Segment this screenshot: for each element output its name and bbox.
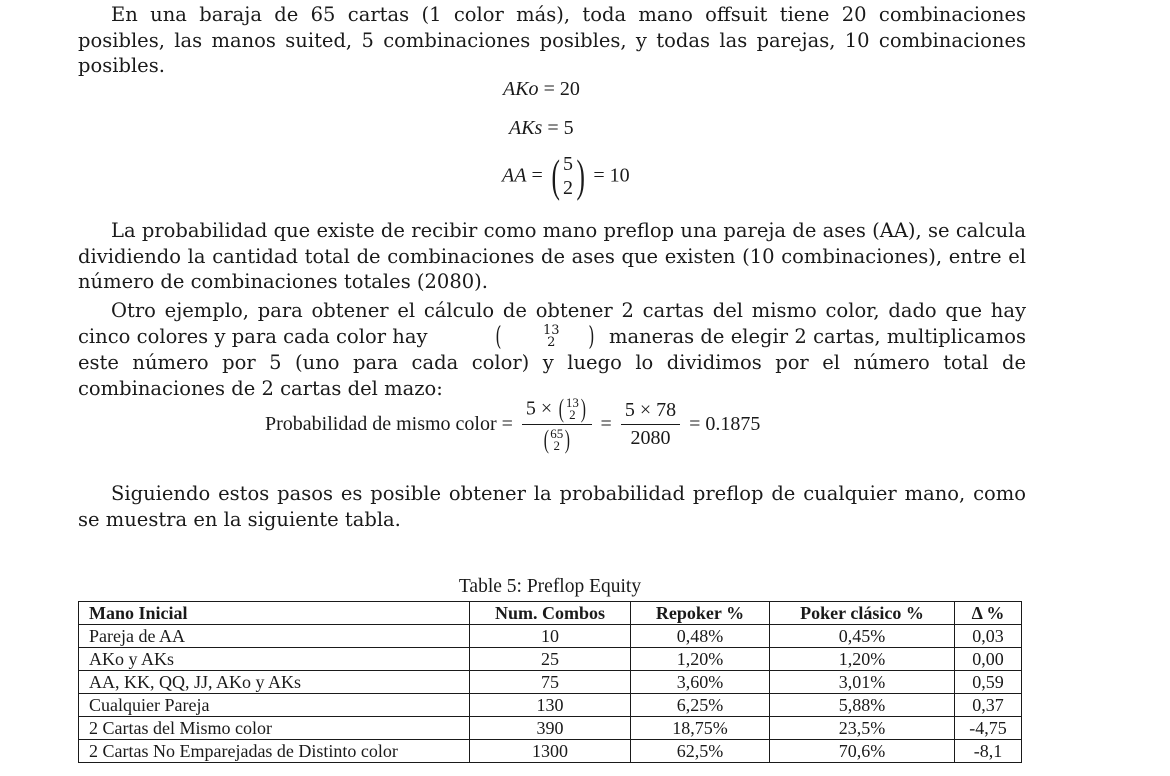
cell-hand: 2 Cartas No Emparejadas de Distinto color xyxy=(79,740,470,763)
cell-hand: 2 Cartas del Mismo color xyxy=(79,717,470,740)
cell-hand: Pareja de AA xyxy=(79,625,470,648)
paragraph-aa-probability: La probabilidad que existe de recibir como mano preflop una pareja de ases (AA), se calcula dividiendo la cantidad total de combinaciones de ases que existen (10 combinaciones), entre el número de combinaciones totales (2080). xyxy=(78,219,1026,293)
aa-rhs: = 10 xyxy=(593,164,630,187)
paragraph-intro: En una baraja de 65 cartas (1 color más), toda mano offsuit tiene 20 combinaciones posibles, las manos suited, 5 combinaciones posibles, y todas las parejas, 10 combinaciones posibles. xyxy=(78,3,1026,77)
aa-lhs: AA xyxy=(502,164,527,187)
table-row xyxy=(79,648,1022,671)
table-row xyxy=(79,717,1022,740)
table-caption: Table 5: Preflop Equity xyxy=(458,576,642,597)
aa-equals: = xyxy=(531,164,543,187)
cell-classic: 0,45% xyxy=(770,625,955,648)
header-repoker: Repoker % xyxy=(631,602,770,625)
cell-repoker: 3,60% xyxy=(631,671,770,694)
same-color-text-after: maneras de elegir 2 cartas, multiplicamos este número por 5 (uno para cada color) y luego lo dividimos por el número total de combinaciones de 2 cartas del mazo: xyxy=(78,324,1027,400)
table-row xyxy=(79,694,1022,717)
cell-hand: Cualquier Pareja xyxy=(79,694,470,717)
prob-fraction-2-numerator: 5 × 78 xyxy=(621,399,680,425)
paragraph-table-intro: Siguiendo estos pasos es posible obtener la probabilidad preflop de cualquier mano, como se muestra en la siguiente tabla. xyxy=(78,482,1026,531)
cell-classic: 70,6% xyxy=(770,740,955,763)
cell-delta: -4,75 xyxy=(955,717,1022,740)
ako-rhs: = 20 xyxy=(543,78,580,100)
cell-combos: 1300 xyxy=(470,740,631,763)
header-num-combos: Num. Combos xyxy=(470,602,631,625)
prob-fraction-2-denominator: 2080 xyxy=(630,427,671,449)
cell-repoker: 62,5% xyxy=(631,740,770,763)
inline-binomial-top: 13 xyxy=(542,323,560,339)
table-row xyxy=(79,671,1022,694)
cell-delta: 0,59 xyxy=(955,671,1022,694)
cell-delta: 0,37 xyxy=(955,694,1022,717)
cell-classic: 3,01% xyxy=(770,671,955,694)
cell-hand: AKo y AKs xyxy=(79,648,470,671)
equation-ako xyxy=(503,78,580,101)
cell-hand: AA, KK, QQ, JJ, AKo y AKs xyxy=(79,671,470,694)
aa-binomial-top: 5 xyxy=(563,153,574,175)
aks-rhs: = 5 xyxy=(547,117,574,139)
cell-classic: 5,88% xyxy=(770,694,955,717)
table-header-row xyxy=(79,602,1022,625)
cell-combos: 390 xyxy=(470,717,631,740)
table-row xyxy=(79,740,1022,763)
cell-delta: 0,03 xyxy=(955,625,1022,648)
cell-combos: 130 xyxy=(470,694,631,717)
ako-lhs: AKo xyxy=(503,78,539,100)
prob-result: = 0.1875 xyxy=(689,413,761,435)
same-color-text-before: Otro ejemplo, para obtener el cálculo de obtener 2 cartas del mismo color, dado que hay cinco colores y para cada color hay xyxy=(78,299,1026,348)
cell-repoker: 1,20% xyxy=(631,648,770,671)
prob-equals: = xyxy=(600,413,612,435)
equation-aks xyxy=(509,117,574,140)
equation-aa xyxy=(502,152,630,200)
inline-binomial: ( 13 2 ) xyxy=(495,322,595,353)
header-mano-inicial: Mano Inicial xyxy=(79,602,470,625)
aa-binomial: ( 5 2 ) xyxy=(551,150,585,201)
table-row xyxy=(79,625,1022,648)
cell-repoker: 18,75% xyxy=(631,717,770,740)
cell-combos: 25 xyxy=(470,648,631,671)
equation-same-color-probability xyxy=(265,396,760,453)
cell-classic: 23,5% xyxy=(770,717,955,740)
prob-label: Probabilidad de mismo color = xyxy=(265,413,513,435)
cell-repoker: 0,48% xyxy=(631,625,770,648)
cell-delta: 0,00 xyxy=(955,648,1022,671)
prob-fraction-1-denominator: ( 65 2 ) xyxy=(543,425,571,454)
prob-fraction-2 xyxy=(621,399,680,450)
cell-combos: 10 xyxy=(470,625,631,648)
cell-combos: 75 xyxy=(470,671,631,694)
aa-binomial-bottom: 2 xyxy=(563,177,574,199)
cell-classic: 1,20% xyxy=(770,648,955,671)
header-delta: Δ % xyxy=(955,602,1022,625)
cell-repoker: 6,25% xyxy=(631,694,770,717)
paragraph-same-color xyxy=(78,298,1026,401)
preflop-equity-table xyxy=(78,601,1022,763)
header-poker-clasico: Poker clásico % xyxy=(770,602,955,625)
inline-binomial-bottom: 2 xyxy=(547,335,556,351)
prob-fraction-1 xyxy=(522,396,592,453)
cell-delta: -8,1 xyxy=(955,740,1022,763)
aks-lhs: AKs xyxy=(509,117,543,139)
prob-fraction-1-numerator: 5 × ( 13 2 ) xyxy=(522,396,592,425)
